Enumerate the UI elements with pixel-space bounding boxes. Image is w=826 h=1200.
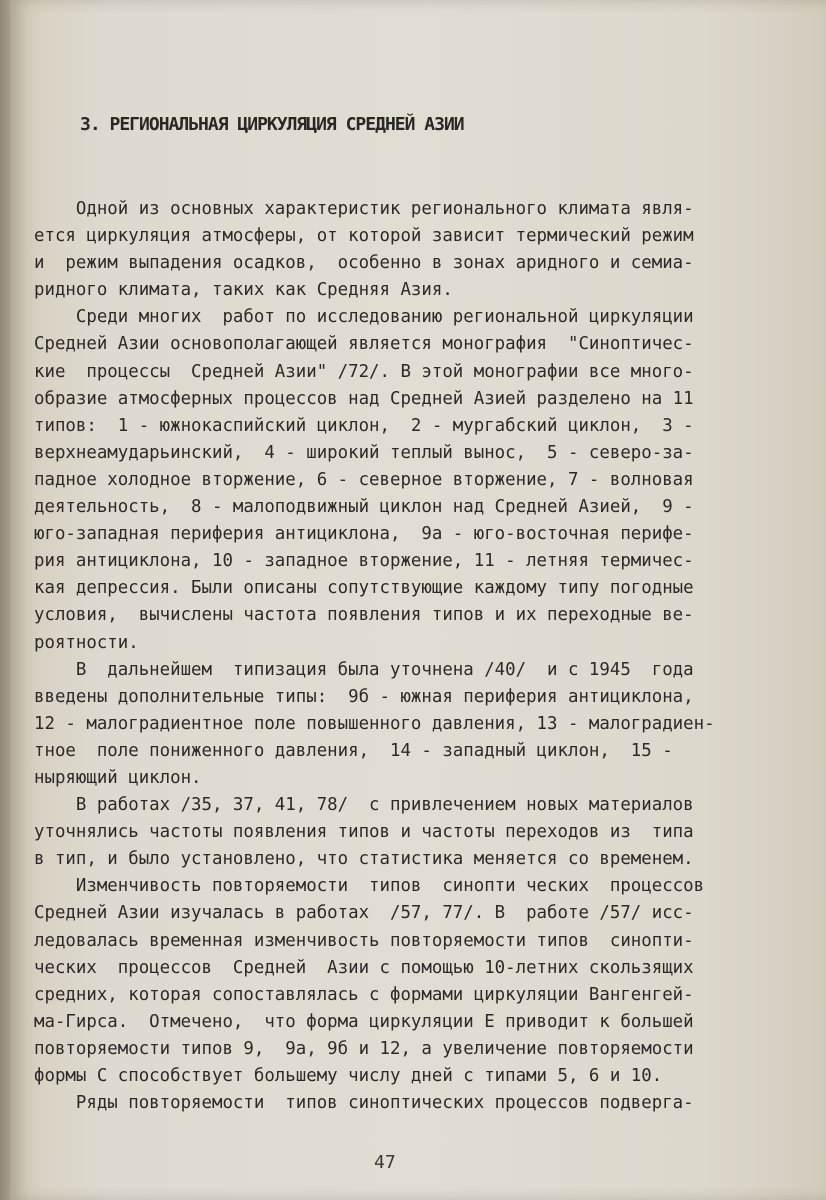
text-line: деятельность, 8 - малоподвижный циклон над Средней Азией, 9 - [34, 497, 694, 518]
text-line: ридного климата, таких как Средняя Азия. [34, 280, 453, 301]
text-line: падное холодное вторжение, 6 - северное вторжение, 7 - волновая [34, 469, 694, 490]
text-line: кая депрессия. Были описаны сопутствующие каждому типу погодные [34, 578, 694, 599]
text-line: образие атмосферных процессов над Средней Азией разделено на 11 [34, 388, 694, 409]
body-text [34, 196, 814, 1117]
text-line: ныряющий циклон. [34, 767, 202, 788]
text-line: ется циркуляция атмосферы, от которой зависит термический режим [34, 226, 694, 247]
page-number: 47 [374, 1152, 396, 1173]
text-line: верхнеамударьинский, 4 - широкий теплый вынос, 5 - северо-за- [34, 442, 694, 463]
text-line: 12 - малоградиентное поле повышенного давления, 13 - малоградиен- [34, 713, 715, 734]
text-line: ческих процессов Средней Азии с помощью 10-летних скользящих [34, 957, 694, 978]
text-line: рия антициклона, 10 - западное вторжение, 11 - летняя термичес- [34, 551, 694, 572]
text-line: уточнялись частоты появления типов и частоты переходов из типа [34, 822, 694, 843]
text-line: роятности. [34, 632, 139, 653]
text-line: Одной из основных характеристик регионального климата явля- [34, 199, 694, 219]
text-line: Изменчивость повторяемости типов синопти ческих процессов [34, 876, 705, 897]
text-line: Среди многих работ по исследованию региональной циркуляции [34, 307, 694, 328]
text-line: Средней Азии основополагающей является монография "Синоптичес- [34, 334, 694, 355]
text-line: типов: 1 - южнокаспийский циклон, 2 - мургабский циклон, 3 - [34, 415, 694, 436]
text-line: и режим выпадения осадков, особенно в зонах аридного и семиа- [34, 253, 694, 274]
page-gutter-shadow [0, 0, 10, 1200]
text-line: в тип, и было установлено, что статистика меняется со временем. [34, 849, 694, 870]
text-line: В работах /35, 37, 41, 78/ с привлечением новых материалов [34, 795, 694, 816]
text-line: ледовалась временная изменчивость повторяемости типов синопти- [34, 930, 694, 951]
text-line: Средней Азии изучалась в работах /57, 77/. В работе /57/ исс- [34, 903, 694, 924]
text-line: юго-западная периферия антициклона, 9а - юго-восточная перифе- [34, 524, 694, 545]
text-line: В дальнейшем типизация была уточнена /40/ и с 1945 года [34, 659, 694, 680]
text-line: Ряды повторяемости типов синоптических процессов подверга- [34, 1093, 694, 1114]
text-line: кие процессы Средней Азии" /72/. В этой монографии все много- [34, 361, 694, 382]
text-line: формы С способствует большему числу дней с типами 5, 6 и 10. [34, 1066, 663, 1086]
text-line: ма-Гирса. Отмечено, что форма циркуляции Е приводит к большей [34, 1011, 694, 1032]
text-line: повторяемости типов 9, 9а, 9б и 12, а увеличение повторяемости [34, 1038, 694, 1059]
text-line: средних, которая сопоставлялась с формами циркуляции Вангенгей- [34, 984, 694, 1005]
section-heading: 3. РЕГИОНАЛЬНАЯ ЦИРКУЛЯЦИЯ СРЕДНЕЙ АЗИИ [80, 114, 464, 135]
book-page [10, 0, 826, 1200]
text-line: тное поле пониженного давления, 14 - западный циклон, 15 - [34, 740, 673, 761]
text-line: введены дополнительные типы: 9б - южная периферия антициклона, [34, 686, 694, 707]
text-line: условия, вычислены частота появления типов и их переходные ве- [34, 605, 694, 626]
